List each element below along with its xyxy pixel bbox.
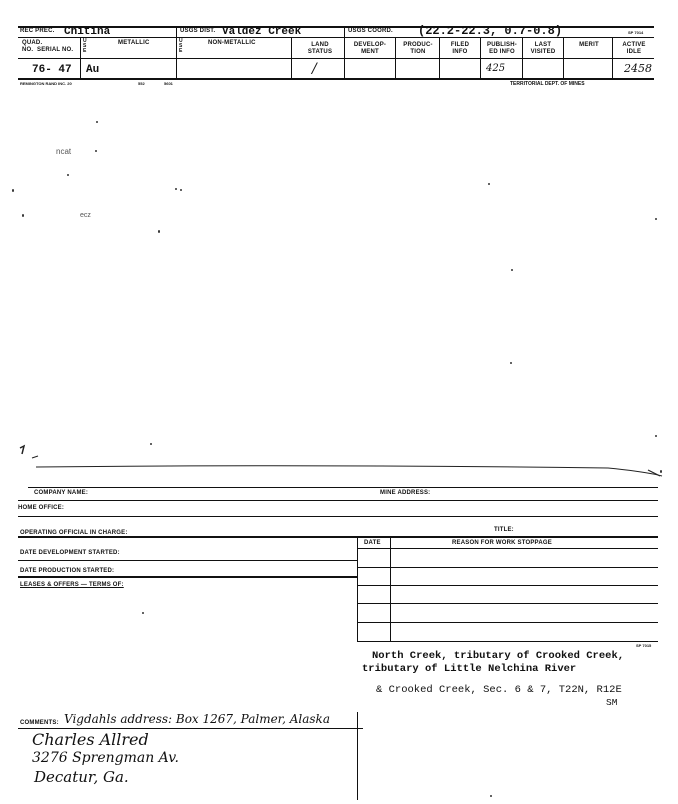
printer-code-2: 5601	[164, 81, 173, 86]
col-published-info: PUBLISH-ED INFO	[487, 42, 517, 55]
col-use-nonmetallic: U S E	[179, 38, 183, 54]
usgs-dist-value: Valdez Creek	[222, 26, 302, 38]
torn-edge-mark	[8, 440, 672, 490]
company-name-label: COMPANY NAME:	[34, 490, 89, 496]
col-quad-serial: QUAD. NO. SERIAL NO.	[22, 40, 74, 53]
usgs-coord-label: USGS COORD.	[348, 28, 393, 34]
date-development-started-label: DATE DEVELOPMENT STARTED:	[20, 550, 120, 556]
col-active-idle: ACTIVE IDLE	[622, 42, 646, 55]
col-land-status: LAND STATUS	[307, 42, 333, 55]
usgs-coord-value: (22.2-22.3, 0.7-0.8)	[418, 24, 563, 38]
active-idle-value: 2458	[624, 62, 652, 75]
faint-mark-2: ecz	[80, 212, 91, 219]
col-last-visited: LAST VISITED	[530, 42, 556, 55]
reason-column-header: REASON FOR WORK STOPPAGE	[452, 540, 552, 546]
form-number-bottom: SP 7015	[636, 643, 652, 648]
quad-serial-value: 76- 47	[32, 64, 72, 76]
contact-name: Charles Allred	[32, 730, 149, 749]
location-line-3: & Crooked Creek, Sec. 6 & 7, T22N, R12E	[376, 684, 622, 696]
operating-official-label: OPERATING OFFICIAL IN CHARGE:	[20, 530, 128, 536]
contact-street: 3276 Sprengman Av.	[32, 750, 179, 766]
col-use-metallic: U S E	[83, 38, 87, 54]
rec-prec-value: Chitina	[64, 26, 111, 38]
home-office-label: HOME OFFICE:	[18, 505, 65, 511]
mine-address-label: MINE ADDRESS:	[380, 490, 431, 496]
leases-offers-label: LEASES & OFFERS — TERMS OF:	[20, 582, 124, 588]
col-metallic: METALLIC	[118, 40, 150, 46]
published-info-value: 425	[486, 63, 506, 74]
location-line-4: SM	[606, 697, 618, 708]
title-label: TITLE:	[494, 527, 514, 533]
faint-mark-1: ncat	[56, 147, 72, 156]
usgs-dist-label: USGS DIST.	[180, 28, 216, 34]
comments-text: Vigdahls address: Box 1267, Palmer, Alaska	[64, 712, 330, 726]
col-nonmetallic: NON-METALLIC	[208, 40, 256, 46]
location-line-2: tributary of Little Nelchina River	[362, 663, 577, 675]
printer-imprint: REMINGTON RAND INC. 20	[20, 81, 72, 86]
rec-prec-label: REC PREC.	[20, 28, 55, 34]
contact-city: Decatur, Ga.	[34, 768, 129, 786]
date-column-header: DATE	[364, 540, 381, 546]
date-production-started-label: DATE PRODUCTION STARTED:	[20, 568, 115, 574]
department-imprint: TERRITORIAL DEPT. OF MINES	[510, 81, 585, 87]
land-status-value: /	[312, 61, 317, 77]
metallic-value: Au	[86, 64, 100, 76]
col-production: PRODUC-TION	[403, 42, 433, 55]
col-filed-info: FILED INFO	[450, 42, 470, 55]
form-number-top: SP 7014	[628, 30, 644, 35]
comments-label: COMMENTS:	[20, 720, 59, 726]
location-note	[372, 650, 624, 663]
col-development: DEVELOP-MENT	[353, 42, 387, 55]
col-merit: MERIT	[579, 42, 599, 48]
printer-code-1: 552	[138, 81, 145, 86]
location-line-1: North Creek, tributary of Crooked Creek,	[372, 650, 625, 662]
